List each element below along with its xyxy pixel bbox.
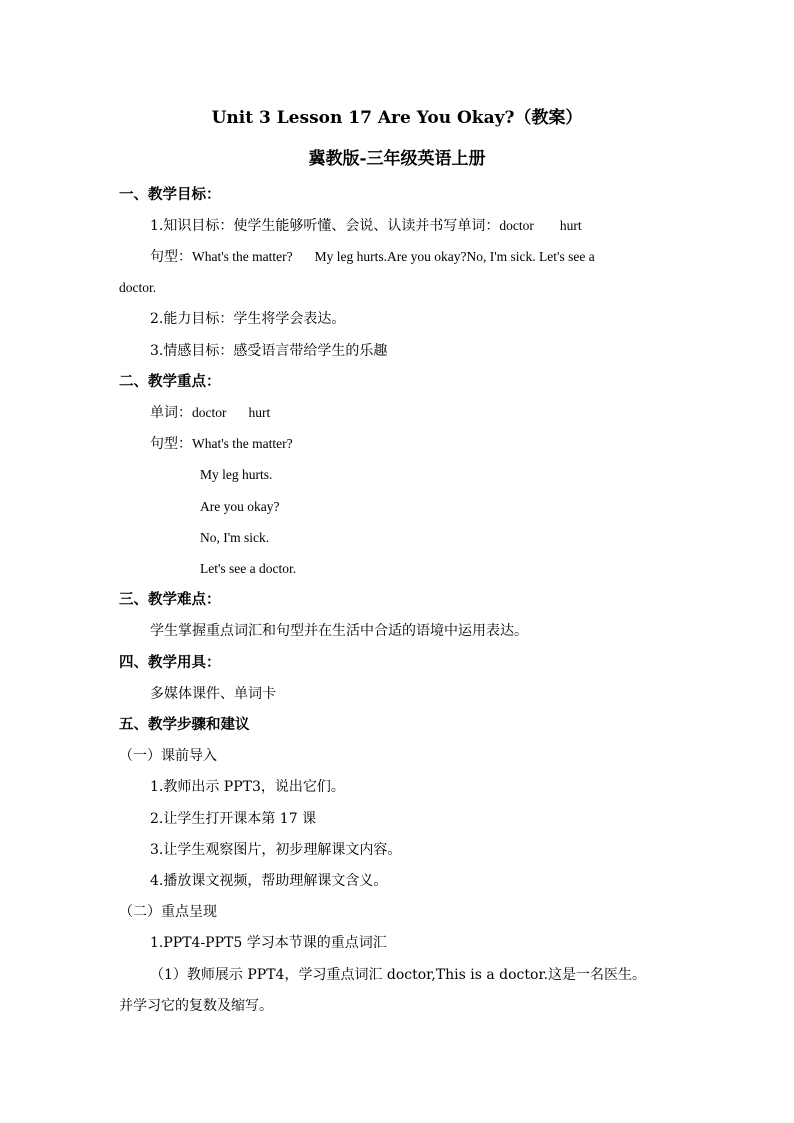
key-sentence: No, I'm sick. <box>200 530 270 545</box>
ability-goal: 2.能力目标：学生将学会表达。 <box>150 311 346 327</box>
key-sentence: Are you okay? <box>200 499 280 514</box>
step-item: 3.让学生观察图片，初步理解课文内容。 <box>150 842 402 858</box>
key-vocab-step: 1.PPT4-PPT5 学习本节课的重点词汇 <box>150 935 387 951</box>
key-words-line <box>150 404 270 422</box>
section-4-heading: 四、教学用具： <box>119 654 221 671</box>
subsection-1-heading: （一）课前导入 <box>119 748 217 764</box>
pattern-line-continued: doctor. <box>119 280 157 295</box>
pattern-line <box>150 248 595 266</box>
pattern-sentence-1: What's the matter? <box>192 249 293 264</box>
key-word-hurt: hurt <box>248 405 271 420</box>
step-item: 2.让学生打开课本第 17 课 <box>150 811 317 827</box>
key-word-doctor: doctor <box>192 405 227 420</box>
knowledge-goal-word-doctor: doctor <box>499 218 534 233</box>
key-pattern-line <box>150 435 293 453</box>
knowledge-goal-line <box>150 217 582 235</box>
section-5-heading: 五、教学步骤和建议 <box>119 716 250 733</box>
key-sentence: My leg hurts. <box>200 467 273 482</box>
emotion-goal: 3.情感目标：感受语言带给学生的乐趣 <box>150 343 388 359</box>
key-vocab-paragraph-continued: 并学习它的复数及缩写。 <box>119 998 273 1014</box>
document-subtitle: 冀教版-三年级英语上册 <box>308 149 486 169</box>
key-pattern-label: 句型： <box>150 436 192 452</box>
section-3-heading: 三、教学难点： <box>119 591 221 608</box>
pattern-label: 句型： <box>150 249 192 265</box>
step-item: 4.播放课文视频，帮助理解课文含义。 <box>150 873 388 889</box>
subsection-2-heading: （二）重点呈现 <box>119 904 217 920</box>
section-1-heading: 一、教学目标： <box>119 186 221 203</box>
pattern-sentence-2: My leg hurts.Are you okay?No, I'm sick. Let's see a <box>314 249 595 264</box>
section-2-heading: 二、教学重点： <box>119 373 221 390</box>
teaching-aids-text: 多媒体课件、单词卡 <box>150 686 276 702</box>
key-sentence: What's the matter? <box>192 436 293 451</box>
document-title: Unit 3 Lesson 17 Are You Okay?（教案） <box>211 108 583 128</box>
knowledge-goal-label: 1.知识目标：使学生能够听懂、会说、认读并书写单词： <box>150 218 500 234</box>
key-sentence: Let's see a doctor. <box>200 561 297 576</box>
key-vocab-paragraph: （1）教师展示 PPT4，学习重点词汇 doctor,This is a doctor.这是一名医生。 <box>150 967 647 983</box>
knowledge-goal-word-hurt: hurt <box>559 218 582 233</box>
key-words-label: 单词： <box>150 405 192 421</box>
difficulty-text: 学生掌握重点词汇和句型并在生活中合适的语境中运用表达。 <box>150 623 528 639</box>
step-item: 1.教师出示 PPT3，说出它们。 <box>150 779 345 795</box>
